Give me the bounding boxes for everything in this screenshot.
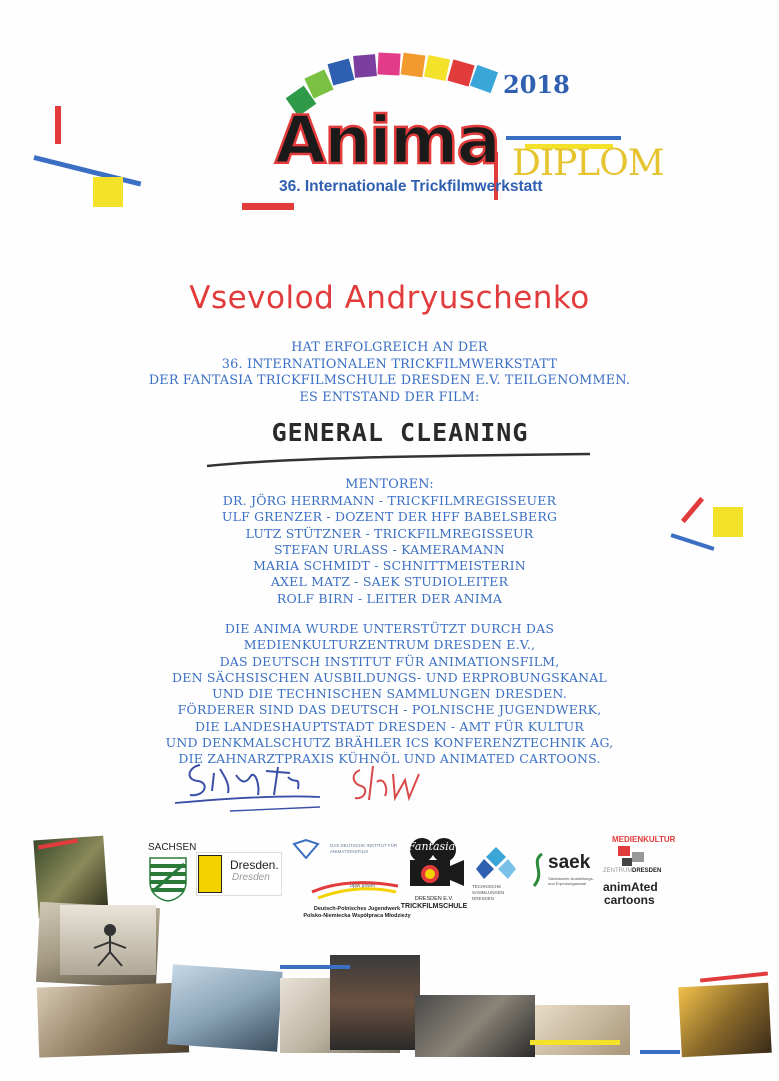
logo-year: 2018 [503,70,570,99]
mentor-item: AXEL MATZ - SAEK STUDIOLEITER [270,574,509,590]
photo-left-bottom [37,982,189,1057]
support-text [0,621,779,768]
saek-wave-icon [528,852,548,888]
support-line: DIE ZAHNARZTPRAXIS KÜHNÖL UND ANIMATED CARTOONS. [178,751,601,767]
tsd-label: TECHNISCHE SAMMLUNGEN DRESDEN [472,884,505,901]
mkz-mid-label: ZENTRUM [603,868,633,874]
mentor-item: MARIA SCHMIDT - SCHNITTMEISTERIN [253,558,526,574]
dresden-sub-label: Dresden [232,872,270,883]
fantasia-label: Fantasia [408,840,456,853]
mentor-item: STEFAN URLASS - KAMERAMANN [273,541,506,557]
intro-text [0,340,779,406]
logo-subtitle: 36. Internationale Trickfilmwerkstatt [279,178,543,195]
support-line: MEDIENKULTURZENTRUM DRESDEN E.V., [243,637,536,653]
intro-line: DER FANTASIA TRICKFILMSCHULE DRESDEN E.V. TEILGENOMMEN. [148,373,631,388]
photo-right-center [415,995,535,1057]
red-bar-logo [242,203,294,210]
support-line: DIE ANIMA WURDE UNTERSTÜTZT DURCH DAS [224,621,555,636]
dif-label: DAS DEUTSCHE INSTITUT FÜR ANIMATIONSFILM [330,843,398,854]
mentor-item: DR. JÖRG HERRMANN - TRICKFILMREGISSEUER [222,493,557,508]
film-title: GENERAL CLEANING [271,418,529,447]
mkz-block-grey [632,852,644,862]
dpjw-mark: dpjw pnwm [350,883,376,889]
yellow-stripe-bottom [530,1040,620,1045]
photo-right [535,1005,630,1055]
mentor-item: ROLF BIRN - LEITER DER ANIMA [276,590,503,606]
film-title-underline [205,452,595,472]
saek-sub-label: Sächsischer Ausbildungs- und Erprobungskanal [548,876,594,886]
tsd-logo-icon [476,845,516,881]
anima-logo-word: Anima [275,102,499,179]
photo-person-center [330,955,420,1050]
intro-line: HAT ERFOLGREICH AN DER [291,340,488,355]
mkz-city-label: DRESDEN [632,868,662,874]
saek-label: saek [548,852,591,873]
photo-center-left [167,964,282,1051]
support-line: DEN SÄCHSISCHEN AUSBILDUNGS- UND ERPROBUNGSKANAL [172,669,607,685]
sachsen-coat-of-arms-icon [148,856,188,902]
recipient-name: Vsevolod Andryuschenko [189,280,590,316]
diploma-title: DIPLOM [512,143,664,184]
yellow-square-right [713,507,743,537]
fantasia-sub1: DRESDEN E.V. [414,896,454,902]
photo-far-right [678,983,772,1058]
support-line: UND DIE TECHNISCHEN SAMMLUNGEN DRESDEN. [212,686,567,702]
blue-stripe-right [640,1050,680,1054]
fantasia-sub2: TRICKFILMSCHULE [400,903,468,910]
blue-stripe-bottom [280,965,350,969]
sachsen-label: SACHSEN [148,842,197,853]
mentors-title: MENTOREN: [345,477,434,492]
blue-diagonal-line [33,155,141,186]
signature-blue [170,755,330,815]
yellow-square [93,177,123,207]
support-line: FÖRDERER SIND DAS DEUTSCH - POLNISCHE JUGENDWERK, [177,702,602,718]
intro-line: ES ENTSTAND DER FILM: [299,389,480,405]
cartoons-label: cartoons [604,893,655,907]
support-line: DIE LANDESHAUPTSTADT DRESDEN - AMT FÜR KULTUR [195,718,584,734]
mentors-list [0,493,779,607]
red-vertical-bar [55,106,61,144]
support-line: UND DENKMALSCHUTZ BRÄHLER ICS KONFERENZTECHNIK AG, [165,735,614,751]
intro-line: 36. INTERNATIONALEN TRICKFILMWERKSTATT [221,356,558,372]
dresden-label: Dresden. [230,858,279,872]
mkz-top-label: MEDIENKULTUR [612,835,676,844]
signature-red [345,760,435,810]
dpjw-line2: Polsko-Niemiecka Współpraca Młodzieży [303,913,411,919]
mentor-item: ULF GRENZER - DOZENT DER HFF BABELSBERG [221,509,558,525]
dpjw-line1: Deutsch-Polnisches Jugendwerk [313,906,401,912]
dif-logo-icon [292,838,322,862]
support-line: DAS DEUTSCH INSTITUT FÜR ANIMATIONSFILM, [219,653,560,669]
mkz-block-red [618,846,630,856]
mkz-block-dark [622,858,632,866]
animated-label: animAted [603,880,658,894]
puppet-figure [80,918,140,968]
dresden-crest-icon [198,855,222,893]
mentor-item: LUTZ STÜTZNER - TRICKFILMREGISSEUR [245,525,534,541]
